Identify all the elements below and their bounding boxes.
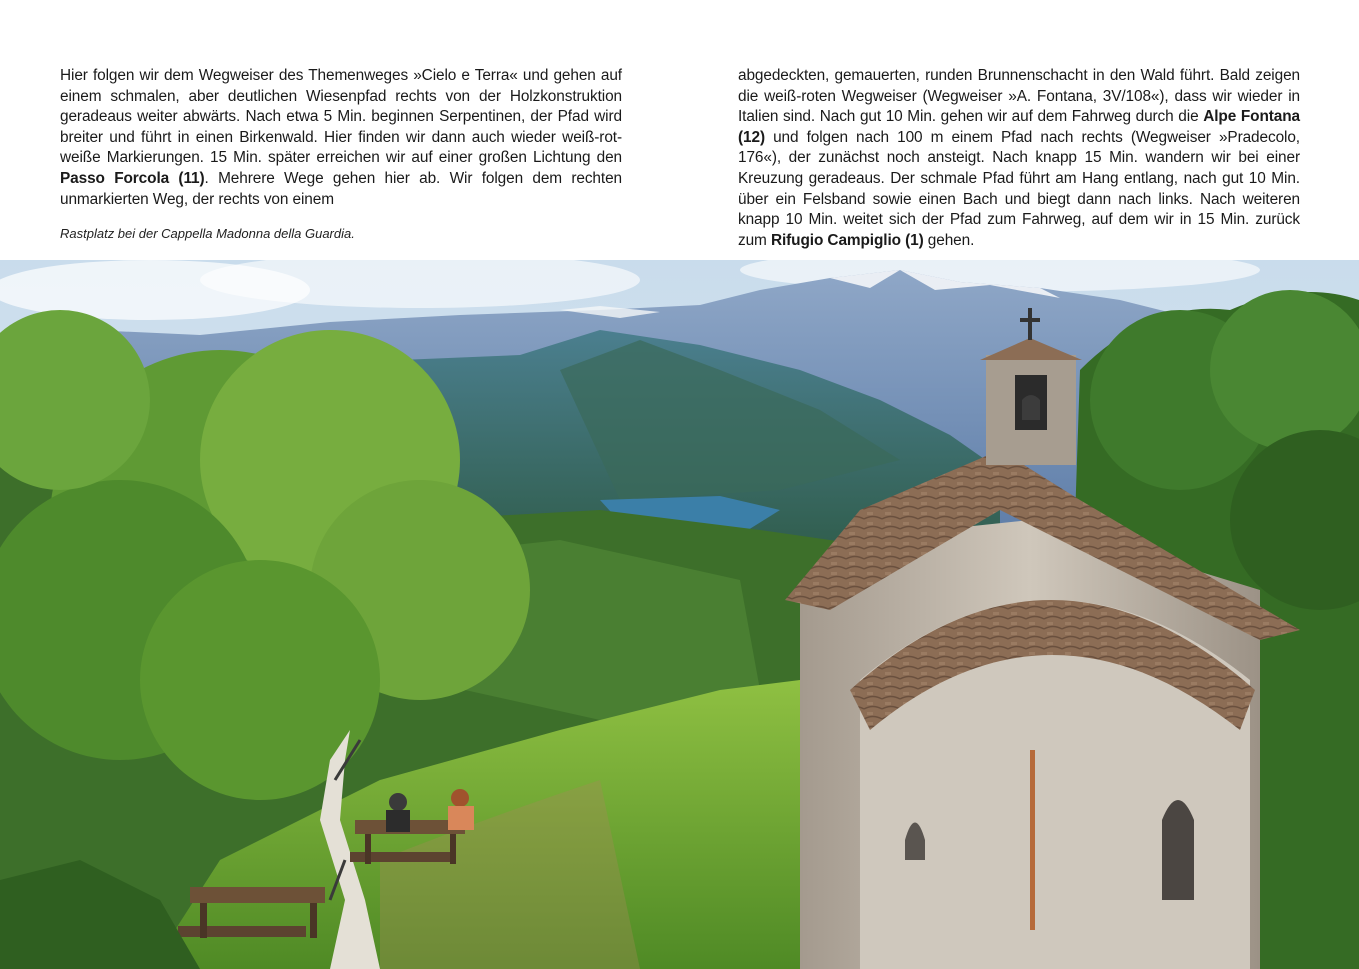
photo-caption: Rastplatz bei der Cappella Madonna della Guardia. xyxy=(60,226,355,241)
text-column-right xyxy=(738,66,1300,251)
landscape-photo xyxy=(0,260,1359,969)
waypoint-passo-forcola: Passo Forcola (11) xyxy=(60,169,205,187)
waypoint-rifugio-campiglio: Rifugio Campiglio (1) xyxy=(770,231,924,249)
paragraph-text: Hier folgen wir dem Wegweiser des Themenweges »Cielo e Terra« und gehen auf einem schmalen, aber deutlichen Wiesenpfad rechts von der Holzkonstruktion geradeaus weiter abwärts. Nach etwa 5 Min. beginnen Serpentinen, der Pfad wird breiter und führt in einen Birkenwald. Hier finden wir dann auch wieder weiß-rot-weiße Markierungen. 15 Min. später erreichen wir auf einer großen Lichtung den xyxy=(60,67,622,167)
paragraph-text: . Mehrere Wege gehen hier ab. Wir folgen dem rechten unmarkierten Weg, der rechts von einem xyxy=(60,169,622,208)
text-column-left xyxy=(60,66,622,210)
paragraph-text: gehen. xyxy=(923,231,975,249)
waypoint-alpe-fontana: Alpe Fontana (12) xyxy=(738,108,1300,146)
paragraph-text: abgedeckten, gemauerten, runden Brunnenschacht in den Wald führt. Bald zeigen die weiß-roten Wegweiser (Wegweiser »A. Fontana, 3V/108«), dass wir wieder in Italien sind. Nach gut 10 Min. gehen wir auf dem Fahrweg durch die xyxy=(738,67,1300,126)
paragraph-text: und folgen nach 100 m einem Pfad nach rechts (Wegweiser »Pradecolo, 176«), der zunächst noch ansteigt. Nach knapp 15 Min. wandern wir bei einer Kreuzung geradeaus. Der schmale Pfad führt am Hang entlang, nach gut 10 Min. über ein Felsband sowie einen Bach und biegt dann nach links. Nach weiteren knapp 10 Min. weitet sich der Pfad zum Fahrweg, auf dem wir in 15 Min. zurück zum xyxy=(738,128,1300,249)
